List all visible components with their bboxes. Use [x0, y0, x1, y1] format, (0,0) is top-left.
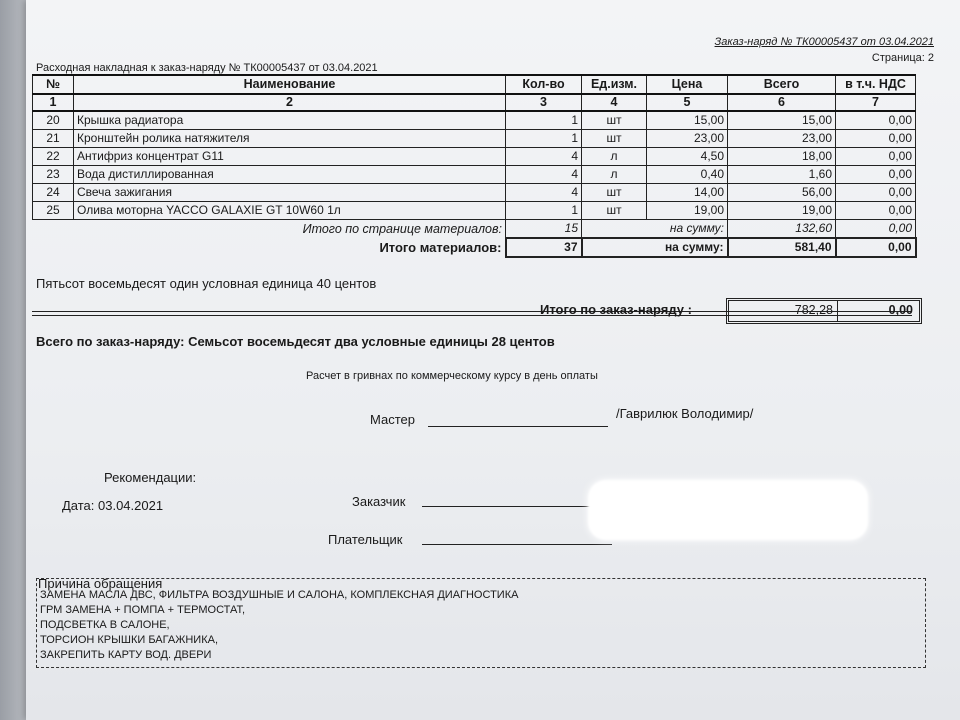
col-number: 4 — [582, 94, 647, 111]
master-name: /Гаврилюк Володимир/ — [616, 406, 754, 421]
payment-note: Расчет в гривнах по коммерческому курсу в день оплаты — [306, 370, 598, 382]
materials-total-in-words: Пятьсот восемьдесят один условная единица 40 центов — [36, 276, 377, 291]
col-number: 1 — [33, 94, 74, 111]
row-unit: шт — [582, 130, 647, 148]
col-header-vat: в т.ч. НДС — [836, 75, 916, 94]
row-price: 0,40 — [647, 166, 728, 184]
table-header-row — [33, 75, 916, 94]
table-row — [33, 111, 916, 130]
row-name: Антифриз концентрат G11 — [74, 148, 506, 166]
row-price: 23,00 — [647, 130, 728, 148]
row-qty: 4 — [506, 166, 582, 184]
row-price: 14,00 — [647, 184, 728, 202]
row-vat: 0,00 — [836, 111, 916, 130]
row-vat: 0,00 — [836, 166, 916, 184]
order-total-value: 782,28 — [794, 303, 833, 317]
col-number: 5 — [647, 94, 728, 111]
recommendations-label: Рекомендации: — [104, 470, 197, 485]
page-subtotal-qty: 15 — [506, 220, 582, 239]
row-name: Крышка радиатора — [74, 111, 506, 130]
col-header-no: № — [33, 75, 74, 94]
row-no: 23 — [33, 166, 74, 184]
page-subtotal-label: Итого по странице материалов: — [302, 221, 502, 236]
row-unit: л — [582, 166, 647, 184]
materials-total-vat: 0,00 — [836, 238, 916, 257]
table-row — [33, 202, 916, 220]
row-total: 18,00 — [728, 148, 836, 166]
page-subtotal-vat: 0,00 — [836, 220, 916, 239]
order-reference: Заказ-наряд № ТК00005437 от 03.04.2021 — [714, 36, 934, 48]
row-price: 4,50 — [647, 148, 728, 166]
row-no: 20 — [33, 111, 74, 130]
row-vat: 0,00 — [836, 184, 916, 202]
col-header-qty: Кол-во — [506, 75, 582, 94]
row-qty: 1 — [506, 111, 582, 130]
row-price: 15,00 — [647, 111, 728, 130]
master-label: Мастер — [370, 412, 415, 427]
row-qty: 4 — [506, 148, 582, 166]
col-header-total: Всего — [728, 75, 836, 94]
table-row — [33, 130, 916, 148]
table-column-numbers — [33, 94, 916, 111]
order-total-label: Итого по заказ-наряду : — [540, 302, 692, 317]
reason-line: ТОРСИОН КРЫШКИ БАГАЖНИКА, — [40, 634, 219, 646]
materials-total-row — [33, 238, 916, 257]
row-name: Олива моторна YACCO GALAXIE GT 10W60 1л — [74, 202, 506, 220]
row-total: 15,00 — [728, 111, 836, 130]
col-header-name: Наименование — [74, 75, 506, 94]
row-unit: л — [582, 148, 647, 166]
table-row — [33, 184, 916, 202]
row-qty: 4 — [506, 184, 582, 202]
reason-label: Причина обращения — [38, 576, 163, 591]
col-number: 6 — [728, 94, 836, 111]
master-signature-line — [428, 426, 608, 427]
page-subtotal-total: 132,60 — [728, 220, 836, 239]
page-subtotal-row — [33, 220, 916, 239]
row-name: Вода дистиллированная — [74, 166, 506, 184]
items-table — [32, 74, 917, 258]
materials-total-label: Итого материалов: — [379, 239, 502, 255]
order-total-vat: 0,00 — [888, 303, 913, 317]
row-no: 21 — [33, 130, 74, 148]
materials-total-sum-label: на сумму: — [582, 238, 728, 257]
row-qty: 1 — [506, 130, 582, 148]
page-subtotal-sum-label: на сумму: — [582, 220, 728, 239]
reason-line: ГРМ ЗАМЕНА + ПОМПА + ТЕРМОСТАТ, — [40, 604, 246, 616]
row-total: 23,00 — [728, 130, 836, 148]
order-total-box — [726, 298, 922, 324]
customer-label: Заказчик — [352, 494, 406, 509]
row-unit: шт — [582, 111, 647, 130]
row-name: Кронштейн ролика натяжителя — [74, 130, 506, 148]
row-qty: 1 — [506, 202, 582, 220]
row-unit: шт — [582, 184, 647, 202]
payer-signature-line — [422, 544, 612, 545]
table-row — [33, 166, 916, 184]
document-date: Дата: 03.04.2021 — [62, 498, 164, 513]
reason-line: ЗАКРЕПИТЬ КАРТУ ВОД. ДВЕРИ — [40, 649, 212, 661]
reason-line: ЗАМЕНА МАСЛА ДВС, ФИЛЬТРА ВОЗДУШНЫЕ И САЛОНА, КОМПЛЕКСНАЯ ДИАГНОСТИКА — [40, 589, 519, 601]
reason-line: ПОДСВЕТКА В САЛОНЕ, — [40, 619, 170, 631]
row-name: Свеча зажигания — [74, 184, 506, 202]
row-price: 19,00 — [647, 202, 728, 220]
payer-label: Плательщик — [328, 532, 403, 547]
table-row — [33, 148, 916, 166]
col-number: 2 — [74, 94, 506, 111]
reason-lines — [40, 588, 518, 663]
row-vat: 0,00 — [836, 148, 916, 166]
materials-total-qty: 37 — [506, 238, 582, 257]
col-number: 7 — [836, 94, 916, 111]
row-no: 25 — [33, 202, 74, 220]
row-vat: 0,00 — [836, 202, 916, 220]
row-total: 1,60 — [728, 166, 836, 184]
row-no: 24 — [33, 184, 74, 202]
row-total: 56,00 — [728, 184, 836, 202]
redaction-mark — [588, 480, 868, 540]
row-no: 22 — [33, 148, 74, 166]
col-header-unit: Ед.изм. — [582, 75, 647, 94]
invoice-title: Расходная накладная к заказ-наряду № ТК00005437 от 03.04.2021 — [36, 62, 378, 74]
col-number: 3 — [506, 94, 582, 111]
order-total-in-words: Всего по заказ-наряду: Семьсот восемьдесят два условные единицы 28 центов — [36, 334, 555, 349]
row-vat: 0,00 — [836, 130, 916, 148]
order-total-separator — [837, 301, 838, 321]
row-total: 19,00 — [728, 202, 836, 220]
materials-total-total: 581,40 — [728, 238, 836, 257]
page-number: Страница: 2 — [871, 52, 934, 64]
col-header-price: Цена — [647, 75, 728, 94]
customer-signature-line — [422, 506, 612, 507]
row-unit: шт — [582, 202, 647, 220]
